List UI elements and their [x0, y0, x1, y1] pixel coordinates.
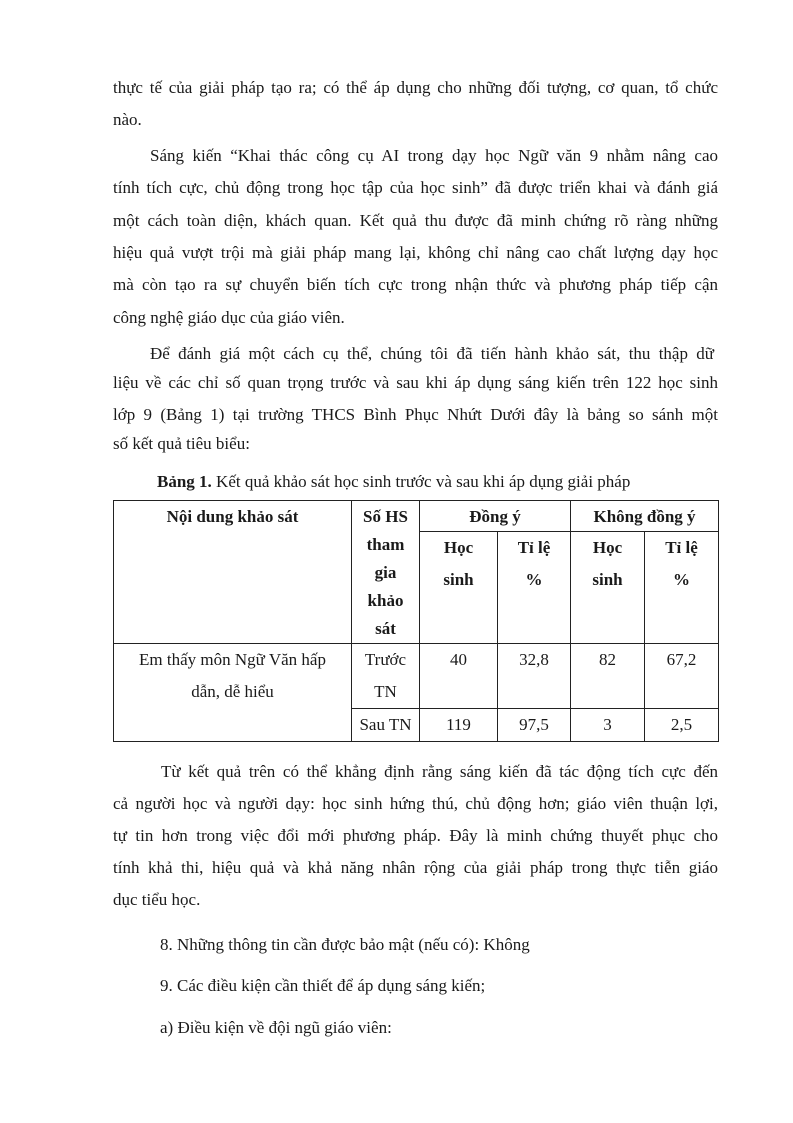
header-disagree: Không đồng ý: [571, 501, 719, 532]
row-content: [114, 644, 352, 742]
header-ratio-line: Tỉ lệ: [517, 538, 551, 557]
header-students-line: sinh: [443, 570, 474, 589]
header-disagree-students: [571, 532, 645, 644]
p2-line-4: số kết quả tiêu biểu:: [113, 434, 250, 453]
header-count-line: sát: [375, 619, 396, 638]
row-disagree-students: 3: [571, 709, 645, 742]
table-caption-text: Kết quả khảo sát học sinh trước và sau khi áp dụng giải pháp: [211, 472, 631, 491]
header-count-line: tham: [366, 535, 405, 554]
header-students-line: Học: [443, 538, 474, 557]
header-disagree-ratio: [645, 532, 719, 644]
table-caption: [157, 471, 630, 493]
header-count-line: gia: [374, 563, 397, 582]
row-disagree-students: 82: [571, 644, 645, 709]
header-students-line: sinh: [592, 570, 623, 589]
table-caption-label: Bảng 1.: [157, 472, 212, 491]
row-disagree-ratio: 2,5: [645, 709, 719, 742]
row-phase-line: Trước: [364, 650, 407, 669]
header-agree-students: [420, 532, 498, 644]
p3-line-2: cả người học và người dạy: học sinh hứng thú, chủ động hơn; giáo viên thuận lợi,: [113, 794, 718, 813]
table-header-row-1: [114, 501, 719, 532]
p1-line-6: công nghệ giáo dục của giáo viên.: [113, 308, 345, 327]
intro-line-1: thực tế của giải pháp tạo ra; có thể áp dụng cho những đối tượng, cơ quan, tổ chức: [113, 78, 718, 97]
p1-line-4: hiệu quả vượt trội mà giải pháp mang lại, không chỉ nâng cao chất lượng dạy học: [113, 243, 718, 262]
row-phase: Sau TN: [352, 709, 420, 742]
row-agree-ratio: 32,8: [498, 644, 571, 709]
table-row: [114, 644, 719, 709]
p3-line-3: tự tin hơn trong việc đổi mới phương pháp. Đây là minh chứng thuyết phục cho: [113, 826, 718, 845]
header-ratio-line: %: [525, 570, 543, 589]
row-content-line: dẫn, dễ hiểu: [191, 682, 274, 701]
section-8: 8. Những thông tin cần được bảo mật (nếu có): Không: [160, 935, 530, 954]
section-9: 9. Các điều kiện cần thiết để áp dụng sáng kiến;: [160, 976, 486, 995]
survey-table: [113, 500, 719, 742]
header-content: Nội dung khảo sát: [114, 501, 352, 644]
row-agree-ratio: 97,5: [498, 709, 571, 742]
header-ratio-line: Tỉ lệ: [665, 538, 698, 557]
intro-line-2: nào.: [113, 110, 142, 129]
header-students-line: Học: [592, 538, 623, 557]
row-content-line: Em thấy môn Ngữ Văn hấp: [139, 650, 326, 669]
p1-line-1: Sáng kiến “Khai thác công cụ AI trong dạy học Ngữ văn 9 nhằm nâng cao: [150, 146, 718, 165]
header-student-count: [352, 501, 420, 644]
p1-line-5: mà còn tạo ra sự chuyển biến tích cực trong nhận thức và phương pháp tiếp cận: [113, 275, 718, 294]
p2-line-3: lớp 9 (Bảng 1) tại trường THCS Bình Phục Nhứt Dưới đây là bảng so sánh một: [113, 405, 718, 424]
row-phase-line: TN: [374, 682, 397, 701]
header-agree: Đồng ý: [420, 501, 571, 532]
p1-line-3: một cách toàn diện, khách quan. Kết quả thu được đã minh chứng rõ ràng những: [113, 211, 718, 230]
p1-line-2: tính tích cực, chủ động trong học tập của học sinh” đã được triển khai và đánh giá: [113, 178, 718, 197]
p2-line-2: liệu về các chỉ số quan trọng trước và sau khi áp dụng sáng kiến trên 122 học sinh: [113, 373, 718, 392]
p3-line-5: dục tiểu học.: [113, 890, 201, 909]
row-disagree-ratio: 67,2: [645, 644, 719, 709]
header-agree-ratio: [498, 532, 571, 644]
row-agree-students: 40: [420, 644, 498, 709]
p3-line-1: Từ kết quả trên có thể khẳng định rằng sáng kiến đã tác động tích cực đến: [161, 762, 718, 781]
p2-line-1: Để đánh giá một cách cụ thể, chúng tôi đã tiến hành khảo sát, thu thập dữ: [150, 344, 714, 363]
row-agree-students: 119: [420, 709, 498, 742]
p3-line-4: tính khả thi, hiệu quả và khả năng nhân rộng của giải pháp trong thực tiễn giáo: [113, 858, 718, 877]
row-phase: [352, 644, 420, 709]
section-9a: a) Điều kiện về đội ngũ giáo viên:: [160, 1018, 392, 1037]
header-ratio-line: %: [673, 570, 691, 589]
header-count-line: khảo: [367, 591, 404, 610]
header-count-line: Số HS: [363, 507, 408, 526]
